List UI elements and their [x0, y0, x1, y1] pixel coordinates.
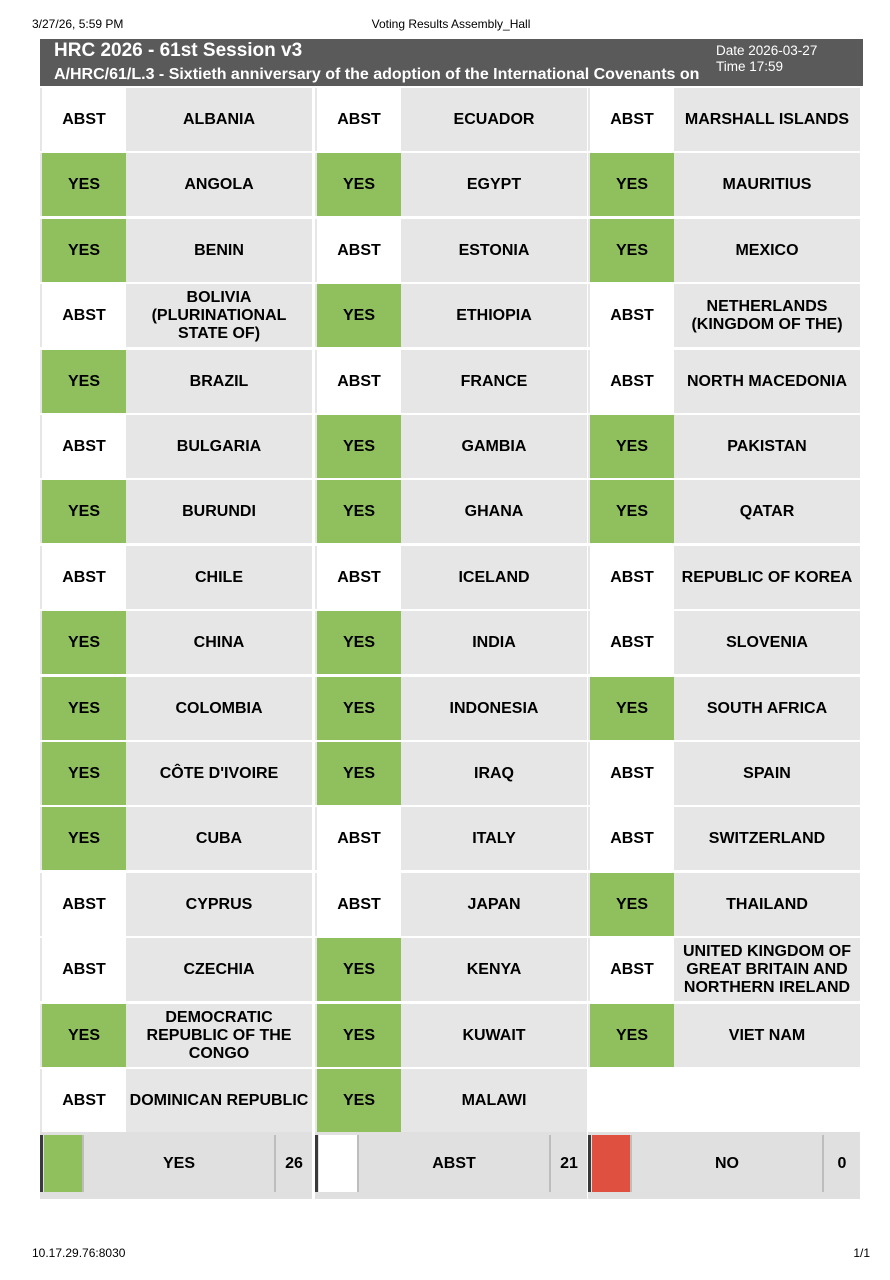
vote-cell: YES: [42, 350, 126, 413]
print-timestamp: 3/27/26, 5:59 PM: [32, 17, 124, 31]
session-title: HRC 2026 - 61st Session v3: [54, 40, 303, 61]
total-no-label: NO: [630, 1135, 822, 1192]
vote-cell: ABST: [590, 546, 674, 609]
vote-row: [588, 153, 860, 216]
vote-row: [40, 742, 312, 805]
total-yes: [40, 1132, 312, 1199]
country-name: GHANA: [464, 502, 524, 520]
vote-row: [588, 611, 860, 674]
vote-cell: ABST: [317, 807, 401, 870]
country-name: BENIN: [194, 241, 244, 259]
print-page-title: Voting Results Assembly_Hall: [371, 17, 531, 31]
vote-row: [315, 677, 587, 740]
vote-row: [40, 546, 312, 609]
country-name: ECUADOR: [453, 110, 535, 128]
vote-cell: ABST: [317, 350, 401, 413]
vote-cell: YES: [42, 153, 126, 216]
vote-cell: ABST: [42, 873, 126, 936]
vote-cell: YES: [317, 1069, 401, 1132]
vote-cell: YES: [590, 677, 674, 740]
vote-cell: ABST: [42, 88, 126, 151]
country-name: NORTH MACEDONIA: [687, 372, 847, 390]
vote-row: [588, 219, 860, 282]
no-swatch: [592, 1135, 630, 1192]
vote-row: [315, 284, 587, 347]
country-name: CHILE: [195, 568, 243, 586]
country-name: BULGARIA: [176, 437, 262, 455]
print-url: 10.17.29.76:8030: [32, 1246, 126, 1260]
vote-row: [588, 1004, 860, 1067]
vote-row: [588, 873, 860, 936]
country-name: CZECHIA: [183, 960, 255, 978]
vote-row: [40, 1004, 312, 1067]
vote-row: [40, 415, 312, 478]
vote-cell: ABST: [590, 807, 674, 870]
vote-row: [588, 807, 860, 870]
vote-cell: YES: [42, 480, 126, 543]
vote-row: [588, 415, 860, 478]
country-name: ICELAND: [458, 568, 530, 586]
country-name: BRAZIL: [189, 372, 249, 390]
country-name: MARSHALL ISLANDS: [684, 110, 850, 128]
vote-row: [40, 1069, 312, 1132]
vote-cell: YES: [317, 415, 401, 478]
vote-row: [40, 677, 312, 740]
abst-swatch: [319, 1135, 357, 1192]
vote-cell: ABST: [590, 611, 674, 674]
country-name: REPUBLIC OF KOREA: [681, 568, 853, 586]
vote-row: [315, 1069, 587, 1132]
vote-cell: YES: [317, 480, 401, 543]
vote-row: [40, 153, 312, 216]
date-time-block: [716, 43, 817, 75]
vote-cell: YES: [42, 677, 126, 740]
vote-cell: YES: [590, 415, 674, 478]
country-name: ETHIOPIA: [456, 306, 532, 324]
country-name: PAKISTAN: [727, 437, 807, 455]
vote-grid: [40, 88, 865, 1132]
country-name: FRANCE: [460, 372, 528, 390]
vote-cell: YES: [317, 153, 401, 216]
vote-row: [40, 350, 312, 413]
vote-cell: ABST: [42, 1069, 126, 1132]
vote-row: [588, 480, 860, 543]
vote-cell: YES: [42, 219, 126, 282]
vote-cell: YES: [317, 938, 401, 1001]
vote-cell: ABST: [42, 284, 126, 347]
vote-cell: YES: [590, 873, 674, 936]
print-page-number: 1/1: [853, 1246, 870, 1260]
country-name: INDONESIA: [449, 699, 539, 717]
vote-row: [315, 480, 587, 543]
total-edge: [588, 1135, 591, 1192]
vote-row: [315, 415, 587, 478]
country-name: KENYA: [466, 960, 522, 978]
vote-row: [315, 742, 587, 805]
vote-row: [315, 611, 587, 674]
vote-row: [315, 153, 587, 216]
vote-row: [315, 219, 587, 282]
total-no-count: 0: [822, 1135, 860, 1192]
resolution-title: A/HRC/61/L.3 - Sixtieth anniversary of the adoption of the International Covenants on: [54, 66, 700, 83]
country-name: DOMINICAN REPUBLIC: [129, 1091, 309, 1109]
vote-cell: YES: [42, 611, 126, 674]
vote-row: [40, 873, 312, 936]
country-name: COLOMBIA: [175, 699, 263, 717]
vote-time: Time 17:59: [716, 59, 784, 74]
vote-cell: ABST: [590, 350, 674, 413]
vote-row: [588, 938, 860, 1001]
country-name: SLOVENIA: [726, 633, 808, 651]
yes-swatch: [44, 1135, 82, 1192]
print-footer: [32, 1246, 870, 1262]
vote-row: [40, 611, 312, 674]
vote-cell: YES: [317, 284, 401, 347]
country-name: CYPRUS: [185, 895, 253, 913]
country-name: ANGOLA: [184, 175, 254, 193]
vote-row: [588, 350, 860, 413]
vote-cell: YES: [590, 1004, 674, 1067]
vote-cell: ABST: [42, 938, 126, 1001]
vote-date: Date 2026-03-27: [716, 43, 818, 58]
vote-cell: ABST: [317, 219, 401, 282]
vote-row: [40, 219, 312, 282]
session-banner: [40, 39, 863, 86]
vote-row: [315, 807, 587, 870]
total-edge: [40, 1135, 43, 1192]
vote-row: [40, 938, 312, 1001]
vote-row: [588, 88, 860, 151]
country-name: MEXICO: [735, 241, 799, 259]
total-yes-label: YES: [82, 1135, 274, 1192]
vote-cell: ABST: [590, 88, 674, 151]
country-name: MAURITIUS: [722, 175, 812, 193]
country-name: MALAWI: [461, 1091, 527, 1109]
vote-row: [315, 546, 587, 609]
country-name: IRAQ: [474, 764, 514, 782]
vote-cell: YES: [590, 219, 674, 282]
country-name: CHINA: [193, 633, 245, 651]
country-name: SWITZERLAND: [708, 829, 826, 847]
country-name: DEMOCRATIC REPUBLIC OF THE CONGO: [146, 1008, 292, 1062]
total-edge: [315, 1135, 318, 1192]
country-name: NETHERLANDS (KINGDOM OF THE): [691, 297, 843, 333]
total-abst: [315, 1132, 587, 1199]
vote-row: [315, 938, 587, 1001]
country-name: SOUTH AFRICA: [706, 699, 828, 717]
country-name: UNITED KINGDOM OF GREAT BRITAIN AND NORTHERN IRELAND: [683, 942, 851, 996]
vote-cell: YES: [42, 807, 126, 870]
vote-cell: ABST: [590, 938, 674, 1001]
country-name: ITALY: [472, 829, 516, 847]
vote-cell: YES: [590, 153, 674, 216]
vote-cell: YES: [42, 1004, 126, 1067]
country-name: ALBANIA: [183, 110, 255, 128]
country-name: JAPAN: [467, 895, 521, 913]
vote-cell: YES: [317, 742, 401, 805]
vote-cell: ABST: [317, 546, 401, 609]
vote-row: [315, 873, 587, 936]
total-abst-label: ABST: [357, 1135, 549, 1192]
print-header: [32, 17, 870, 33]
country-name: SPAIN: [743, 764, 791, 782]
vote-cell: YES: [317, 611, 401, 674]
vote-row: [588, 284, 860, 347]
vote-cell: ABST: [317, 873, 401, 936]
country-name: QATAR: [739, 502, 795, 520]
vote-cell: YES: [42, 742, 126, 805]
country-name: KUWAIT: [462, 1026, 526, 1044]
country-name: CUBA: [195, 829, 243, 847]
country-name: CÔTE D'IVOIRE: [159, 764, 279, 782]
total-yes-count: 26: [274, 1135, 312, 1192]
country-name: EGYPT: [466, 175, 522, 193]
vote-cell: ABST: [42, 546, 126, 609]
vote-row: [588, 742, 860, 805]
country-name: BOLIVIA (PLURINATIONAL STATE OF): [151, 288, 287, 342]
vote-row: [315, 350, 587, 413]
vote-row: [588, 677, 860, 740]
vote-cell: YES: [317, 677, 401, 740]
country-name: ESTONIA: [458, 241, 530, 259]
vote-cell: YES: [317, 1004, 401, 1067]
vote-row: [40, 807, 312, 870]
vote-totals: [40, 1132, 865, 1199]
vote-row: [315, 1004, 587, 1067]
vote-row: [588, 546, 860, 609]
vote-cell: ABST: [590, 742, 674, 805]
country-name: INDIA: [472, 633, 516, 651]
vote-row: [40, 284, 312, 347]
vote-cell: ABST: [42, 415, 126, 478]
total-abst-count: 21: [549, 1135, 587, 1192]
vote-cell: ABST: [590, 284, 674, 347]
country-name: VIET NAM: [728, 1026, 806, 1044]
vote-cell: YES: [590, 480, 674, 543]
vote-row: [315, 88, 587, 151]
country-name: GAMBIA: [461, 437, 527, 455]
country-name: THAILAND: [726, 895, 808, 913]
country-name: BURUNDI: [182, 502, 256, 520]
total-no: [588, 1132, 860, 1199]
vote-row: [40, 88, 312, 151]
vote-row: [40, 480, 312, 543]
vote-cell: ABST: [317, 88, 401, 151]
